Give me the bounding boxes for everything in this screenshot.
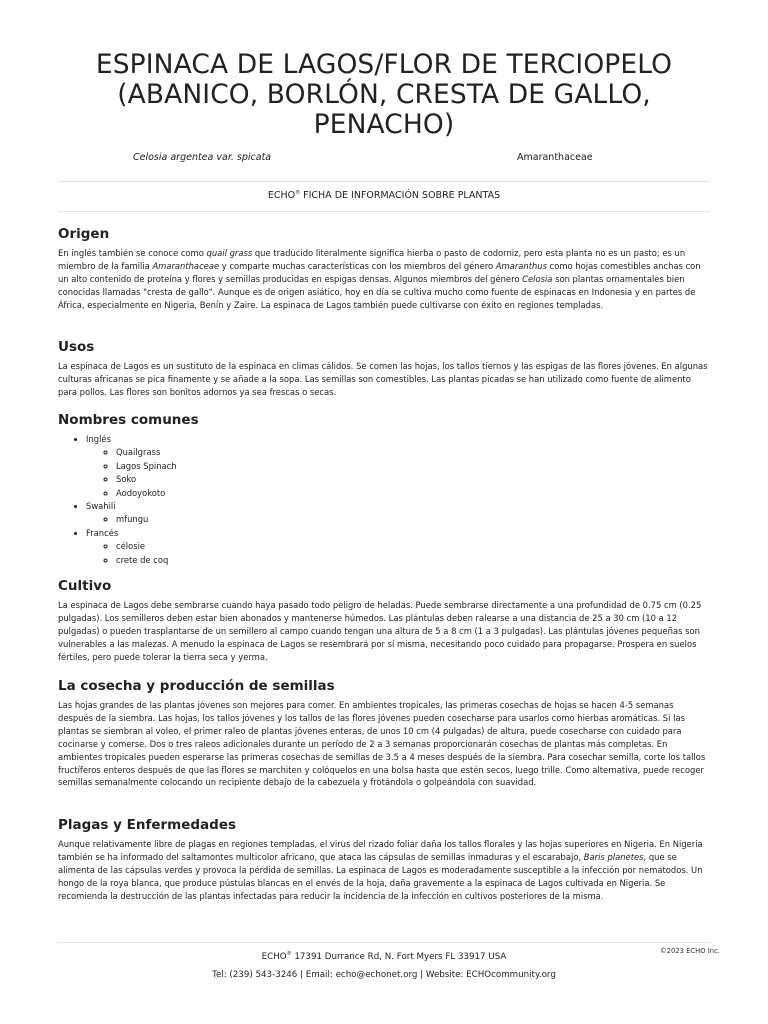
text-run: En inglés también se conoce como (58, 248, 207, 258)
italic-term: Celosia (522, 273, 553, 284)
text-run: son plantas ornamentales bien conocidas llamadas "cresta de gallo". Aunque es de origen asiático, hoy en día se cultiva mucho como fuente de espinacas en Indonesia y en partes de África, especialmente en Nigeria, Benín y Zaire. La espinaca de Lagos también puede cultivarse con éxito en regiones templadas. (58, 273, 696, 310)
list-item: ◦ Aodoyokoto (116, 487, 710, 500)
names-sublist (86, 446, 710, 500)
list-item (86, 433, 710, 500)
scientific-name: Celosia argentea var. spicata (133, 152, 272, 163)
divider (58, 211, 710, 212)
language-label: Swahili (86, 501, 116, 512)
text-run: Aunque relativamente libre de plagas en regiones templadas, el virus del rizado foliar daña los tallos florales y las hojas superiores en Nigeria. En Nigeria también se ha informado del saltamontes multicolor africano, que ataca las cápsulas de semillas inmaduras y el escarabajo, (58, 839, 703, 862)
italic-term: Baris planetes (583, 851, 644, 862)
list-item: ◦ Lagos Spinach (116, 460, 710, 473)
section-heading: Origen (58, 226, 110, 242)
section-body: La espinaca de Lagos es un sustituto de la espinaca en climas cálidos. Se comen las hojas, los tallos tiernos y las espigas de las flores jóvenes. En algunas culturas africanas se pica finamente y se añade a la sopa. Las semillas son comestibles. Las plantas picadas se han utilizado como fuente de alimento para pollos. Las flores son bonitos adornos ya sea frescas o secas. (58, 361, 708, 397)
section-heading: Nombres comunes (58, 412, 199, 428)
italic-term: Amaranthus (495, 260, 547, 271)
italic-term: Amaranthaceae (152, 260, 220, 271)
list-item: ◦ Quailgrass (116, 446, 710, 459)
divider (58, 181, 710, 182)
language-label: Inglés (86, 434, 111, 444)
section-cultivo (58, 578, 710, 664)
list-item: ◦ crete de coq (116, 554, 710, 567)
text-run: , que se alimenta de las cápsulas verdes y provoca la pérdida de semillas. La espinaca de Lagos es moderadamente susceptible a la infección por nematodos. Un hongo de la roya blanca, que produce pústulas blancas en el envés de la hoja, daña gravemente a la espinaca de Lagos cultivada en Nigeria. Se recomienda la destrucción de las plantas infectadas para reducir la incidencia de la infección en cultivos posteriores de la misma. (58, 851, 703, 901)
common-names-list (58, 433, 710, 567)
section-usos (58, 339, 710, 399)
sheet-type-label (58, 190, 710, 201)
list-item (86, 527, 710, 567)
taxonomy-row (58, 152, 710, 166)
names-sublist (86, 540, 710, 567)
footer-address (58, 951, 710, 962)
section-body: La espinaca de Lagos debe sembrarse cuando haya pasado todo peligro de heladas. Puede sembrarse directamente a una profundidad de 0.75 cm (0.25 pulgadas). Los semilleros deben estar bien abonados y mantenerse húmedos. Las plántulas deben ralearse a una distancia de 25 a 30 cm (10 a 12 pulgadas) o pueden trasplantarse de un semillero al campo cuando tengan una altura de 5 a 8 cm (1 a 3 pulgadas). Las plántulas jóvenes pequeñas son vulnerables a las malezas. A menudo la espinaca de Lagos se resembrará por sí misma, necesitando poco cuidado para propagarse. Prospera en suelos fértiles, pero puede tolerar la tierra seca y yerma. (58, 600, 702, 662)
footer-divider (58, 942, 710, 943)
names-sublist (86, 513, 710, 526)
registered-mark: ® (295, 190, 301, 196)
section-origen (58, 226, 710, 312)
text-run: como hojas comestibles anchas con un alto contenido de proteína y flores y semillas producidas en espigas densas. Algunos miembros del género (58, 260, 701, 284)
list-item: ◦ mfungu (116, 513, 710, 526)
list-item (86, 500, 710, 527)
section-body: Las hojas grandes de las plantas jóvenes son mejores para comer. En ambientes tropicales, las primeras cosechas de hojas se hacen 4-5 semanas después de la siembra. Las hojas, los tallos jóvenes y los tallos de las flores jóvenes pueden cosecharse para usarlos como hierbas aromáticas. Si las plantas se siembran al voleo, el primer raleo de plantas jóvenes enteras, de unos 10 cm (4 pulgadas) de altura, puede cosecharse con cuidado para cocinarse y comerse. Dos o tres raleos adicionales durante un período de 2 a 3 semanas proporcionarán cosechas de plantas más completas. En ambientes tropicales pueden esperarse las primeras cosechas de semillas de 3.5 a 4 meses después de la siembra. Para cosechar semilla, corte los tallos fructíferos enteros después de que las flores se marchiten y colóquelos en una bolsa hasta que estén secos, luego trille. Como alternativa, puede recoger semillas semanalmente colocando un recipiente debajo de la cabezuela y frotándola o golpeándola con suavidad. (58, 700, 706, 788)
sheet-label-text: FICHA DE INFORMACIÓN SOBRE PLANTAS (300, 190, 501, 202)
italic-term: quail grass (206, 248, 253, 258)
list-item: ◦ célosie (116, 540, 710, 553)
copyright-notice: ©2023 ECHO Inc. (659, 947, 720, 955)
text-run: y comparte muchas características con los miembros del género (219, 260, 496, 271)
footer-brand: ECHO (261, 951, 287, 962)
registered-mark: ® (286, 951, 292, 957)
section-heading: La cosecha y producción de semillas (58, 678, 335, 694)
section-heading: Cultivo (58, 578, 112, 594)
section-body (58, 247, 710, 312)
plant-family: Amaranthaceae (517, 152, 593, 163)
page-title: ESPINACA DE LAGOS/FLOR DE TERCIOPELO (ABANICO, BORLÓN, CRESTA DE GALLO, PENACHO) (95, 49, 673, 140)
section-heading: Plagas y Enfermedades (58, 817, 237, 833)
section-plagas (58, 817, 710, 903)
section-cosecha (58, 678, 710, 789)
sheet-brand: ECHO (267, 190, 296, 202)
language-label: Francés (86, 527, 119, 538)
text-run: que traducido literalmente significa hierba o pasto de codorniz, pero esta planta no es un pasto; es un miembro de la familia (58, 248, 686, 271)
footer-address-text: 17391 Durrance Rd, N. Fort Myers FL 33917 USA (291, 951, 507, 962)
section-body (58, 838, 710, 903)
section-heading: Usos (58, 339, 95, 355)
section-nombres-comunes (58, 412, 710, 567)
footer-contact: Tel: (239) 543-3246 | Email: echo@echonet.org | Website: ECHOcommunity.org (212, 970, 556, 980)
list-item: ◦ Soko (116, 473, 710, 486)
